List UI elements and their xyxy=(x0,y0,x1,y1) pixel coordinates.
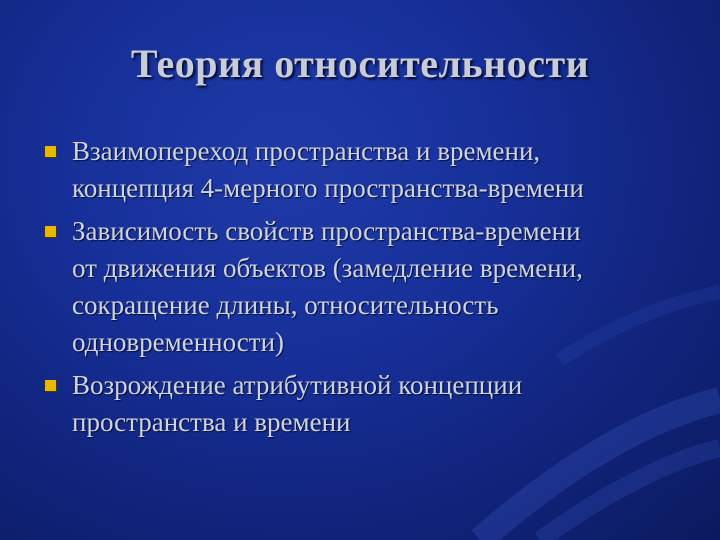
slide-title: Теория относительности xyxy=(130,41,590,86)
square-bullet-icon xyxy=(45,146,56,157)
bullet-list xyxy=(44,133,684,447)
bullet-text-line: Возрождение атрибутивной концепции xyxy=(72,370,523,400)
square-bullet-icon xyxy=(45,380,56,391)
bullet-text-line: концепция 4-мерного пространства-времени xyxy=(72,173,584,203)
bullet-text-line: пространства и времени xyxy=(72,407,351,437)
bullet-item xyxy=(44,213,684,361)
bullet-text-line: одновременности) xyxy=(72,327,285,357)
bullet-text-line: Взаимопереход пространства и времени, xyxy=(72,136,541,166)
bullet-item xyxy=(44,367,684,441)
bullet-text-line: от движения объектов (замедление времени, xyxy=(72,253,583,283)
bullet-item xyxy=(44,133,684,207)
bullet-text-line: Зависимость свойств пространства-времени xyxy=(72,216,581,246)
bullet-text-line: сокращение длины, относительность xyxy=(72,290,499,320)
square-bullet-icon xyxy=(45,226,56,237)
